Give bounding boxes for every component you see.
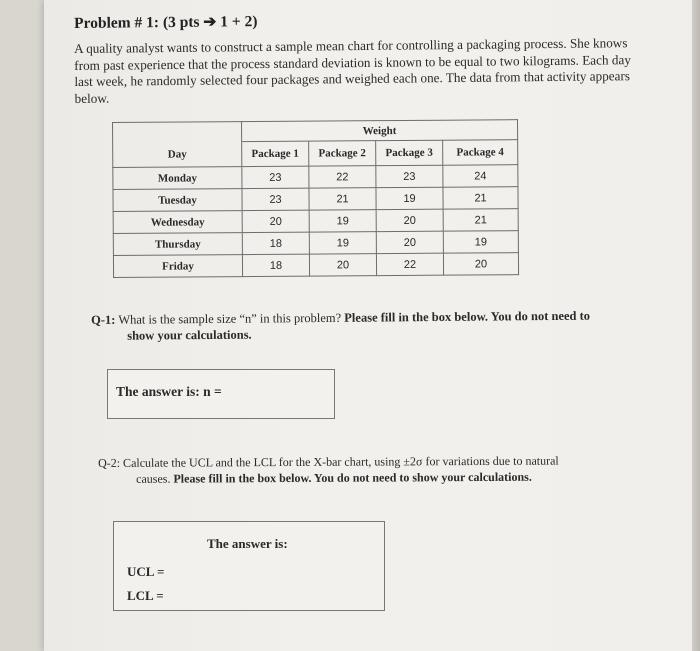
value-cell: 19 xyxy=(443,231,518,254)
value-cell: 20 xyxy=(376,209,443,231)
day-cell: Monday xyxy=(113,167,242,190)
value-cell: 22 xyxy=(309,166,376,188)
table-row xyxy=(113,165,518,190)
value-cell: 20 xyxy=(376,231,443,253)
day-header: Day xyxy=(113,142,242,168)
answer-box-2[interactable] xyxy=(113,521,385,611)
day-cell: Wednesday xyxy=(113,211,242,234)
value-cell: 23 xyxy=(242,188,309,210)
question-2 xyxy=(98,452,618,487)
value-cell: 23 xyxy=(376,165,443,187)
package-header: Package 3 xyxy=(376,140,443,165)
page-edge xyxy=(692,0,700,651)
value-cell: 23 xyxy=(242,166,309,188)
question-1-text: What is the sample size “n” in this problem? xyxy=(115,310,345,327)
question-2-causes: causes. xyxy=(136,471,174,486)
value-cell: 19 xyxy=(376,187,443,209)
value-cell: 24 xyxy=(443,165,518,188)
value-cell: 19 xyxy=(309,232,376,254)
table-row xyxy=(113,187,518,212)
value-cell: 18 xyxy=(242,254,309,276)
lcl-label: LCL = xyxy=(127,588,164,603)
value-cell: 20 xyxy=(443,253,518,276)
value-cell: 18 xyxy=(242,232,309,254)
weight-table xyxy=(112,119,519,278)
weight-header: Weight xyxy=(242,120,518,142)
question-2-instruction: Please fill in the box below. You do not need to show your calculations. xyxy=(173,469,532,486)
problem-intro: A quality analyst wants to construct a sample mean chart for controlling a packaging process. She knows from past experience that the process standard deviation is known to be equal to two kilograms. Each day last week, he randomly selected four packages and weighed each one. The data from that activity appears below. xyxy=(74,35,631,106)
question-2-label: Q-2: xyxy=(98,455,121,470)
value-cell: 20 xyxy=(242,210,309,232)
answer-box-1[interactable] xyxy=(107,369,335,419)
value-cell: 20 xyxy=(309,254,376,276)
question-1-instruction-cont: show your calculations. xyxy=(127,327,252,343)
question-2-text-cont xyxy=(98,468,618,487)
problem-title: Problem # 1: (3 pts ➔ 1 + 2) xyxy=(74,13,258,32)
question-1-instruction: Please fill in the box below. You do not need to xyxy=(344,308,591,325)
value-cell: 22 xyxy=(376,253,443,275)
answer-2-header: The answer is: xyxy=(207,536,288,551)
day-cell: Tuesday xyxy=(113,189,242,212)
table-corner-cell xyxy=(113,122,242,143)
table-header-row xyxy=(113,140,518,168)
table-header-row xyxy=(113,120,518,143)
value-cell: 21 xyxy=(443,187,518,210)
value-cell: 21 xyxy=(309,188,376,210)
value-cell: 21 xyxy=(443,209,518,232)
table-row xyxy=(113,253,518,278)
ucl-label: UCL = xyxy=(127,564,165,579)
package-header: Package 2 xyxy=(309,141,376,166)
day-cell: Friday xyxy=(113,255,242,278)
question-2-text: Calculate the UCL and the LCL for the X-bar chart, using ±2σ for variations due to natural xyxy=(120,453,559,470)
question-1 xyxy=(91,307,611,344)
package-header: Package 1 xyxy=(242,141,309,166)
package-header: Package 4 xyxy=(443,140,518,166)
question-1-label: Q-1: xyxy=(91,312,116,327)
answer-1-label: The answer is: n = xyxy=(116,384,222,399)
day-cell: Thursday xyxy=(113,233,242,256)
value-cell: 19 xyxy=(309,210,376,232)
table-row xyxy=(113,209,518,234)
table-row xyxy=(113,231,518,256)
